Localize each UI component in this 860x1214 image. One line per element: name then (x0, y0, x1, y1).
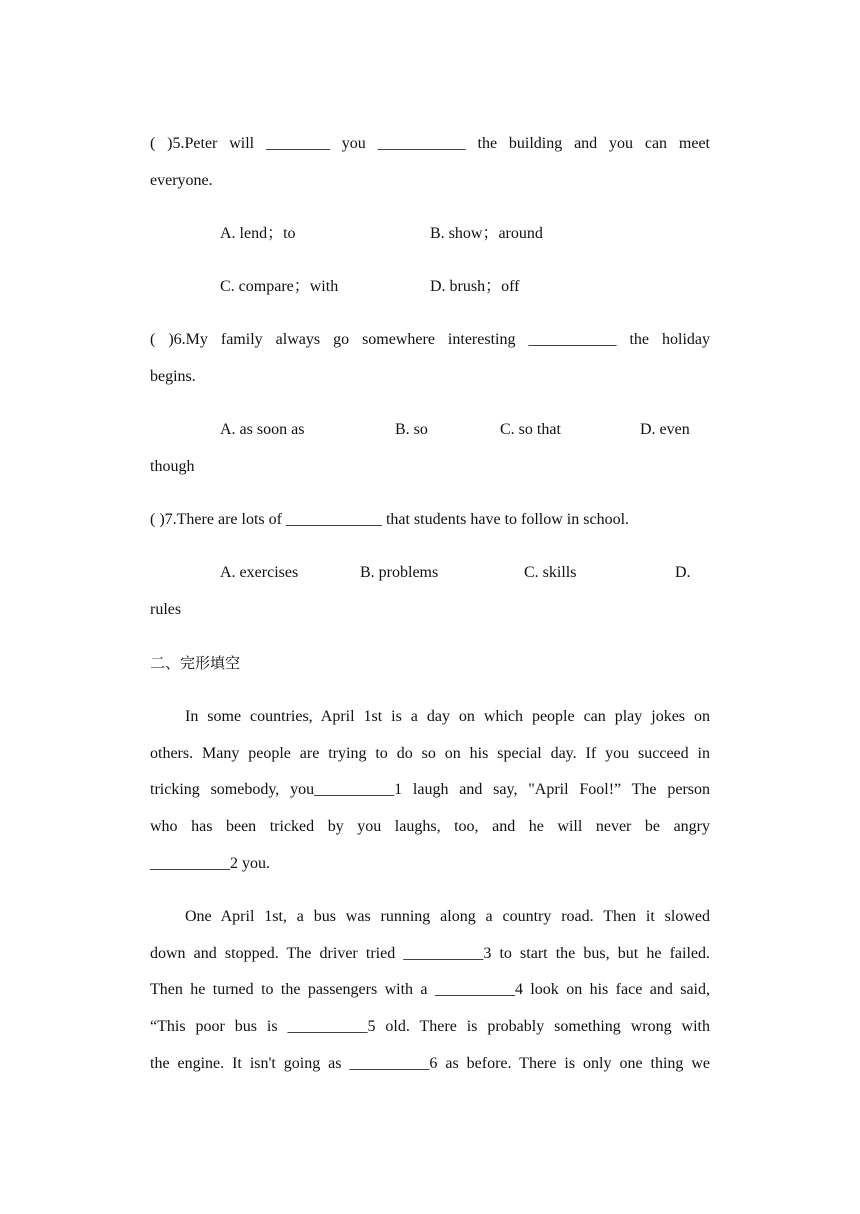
question-5-stem-continued: everyone. (150, 172, 213, 189)
question-6-option-c: C. so that (500, 421, 561, 438)
question-6-option-d: D. even (640, 421, 690, 438)
question-5-option-c: C. compare；with (220, 278, 339, 295)
section-heading: 二、完形填空 (150, 654, 241, 672)
question-7-option-d-continued: rules (150, 601, 182, 618)
passage-p1-line-4: who has been tricked by you laughs, too, and he will never be angry (150, 818, 710, 835)
question-7-option-d: D. (675, 564, 691, 581)
question-6-stem-continued: begins. (150, 368, 196, 385)
question-7-option-c: C. skills (524, 564, 577, 581)
question-5-option-d: D. brush；off (430, 278, 520, 295)
question-5-option-a: A. lend；to (220, 225, 296, 242)
passage-p1-line-3: tricking somebody, you__________1 laugh and say, "April Fool!” The person (150, 781, 710, 798)
passage-p2-line-3: Then he turned to the passengers with a __________4 look on his face and said, (150, 981, 710, 998)
passage-p2-line-2: down and stopped. The driver tried __________3 to start the bus, but he failed. (150, 945, 710, 962)
question-7-stem: ( )7.There are lots of ____________ that students have to follow in school. (150, 511, 630, 528)
question-6-option-b: B. so (395, 421, 428, 438)
passage-p1-line-5: __________2 you. (150, 855, 270, 872)
passage-p2-line-5: the engine. It isn't going as __________6 as before. There is only one thing we (150, 1055, 710, 1072)
passage-p1-line-2: others. Many people are trying to do so on his special day. If you succeed in (150, 745, 710, 762)
question-7-option-a: A. exercises (220, 564, 299, 581)
passage-p2-line-4: “This poor bus is __________5 old. There is probably something wrong with (150, 1018, 710, 1035)
question-6-stem: ( )6.My family always go somewhere interesting ___________ the holiday (150, 331, 710, 348)
question-7-option-b: B. problems (360, 564, 439, 581)
question-6-option-d-continued: though (150, 458, 195, 475)
question-5-stem: ( )5.Peter will ________ you ___________ the building and you can meet (150, 135, 710, 152)
passage-p2-line-1: One April 1st, a bus was running along a country road. Then it slowed (185, 908, 710, 925)
question-5-option-b: B. show；around (430, 225, 543, 242)
passage-p1-line-1: In some countries, April 1st is a day on which people can play jokes on (185, 708, 710, 725)
question-6-option-a: A. as soon as (220, 421, 305, 438)
